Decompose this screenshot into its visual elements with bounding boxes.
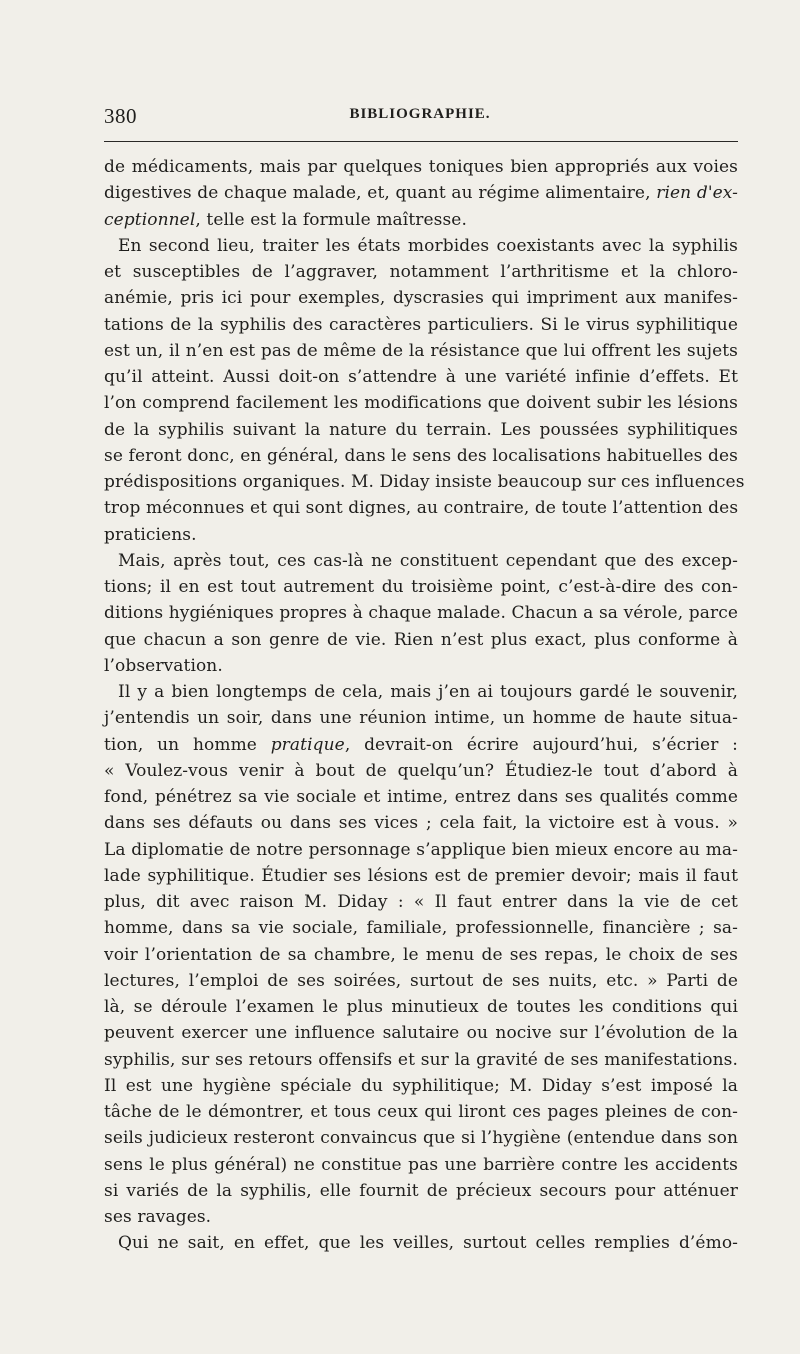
text-line: voir l’orientation de sa chambre, le menu de ses repas, le choix de ses [104,944,738,965]
text-line: l’on comprend facilement les modifications que doivent subir les lésions [104,393,738,414]
text-line: dans ses défauts ou dans ses vices ; cela fait, la victoire est à vous. » [104,813,738,834]
text-line: fond, pénétrez sa vie sociale et intime, entrez dans ses qualités comme [104,787,738,807]
text-line: l’observation. [104,655,223,676]
text-line: de la syphilis suivant la nature du terrain. Les poussées syphilitiques [104,419,738,440]
text-line: lade syphilitique. Étudier ses lésions est de premier devoir; mais il faut [104,865,738,886]
text-line: Mais, après tout, ces cas-là ne constituent cependant que des excep- [118,550,738,571]
text-line: là, se déroule l’examen le plus minutieux de toutes les conditions qui [104,997,738,1017]
text-line: se feront donc, en général, dans le sens des localisations habituelles des [104,445,738,466]
italic-phrase: rien d'ex- [656,183,738,204]
italic-phrase: pratique [270,734,345,755]
body-text [104,154,745,1257]
text-line: que chacun a son genre de vie. Rien n’est plus exact, plus conforme à [104,629,738,650]
text-line: qu’il atteint. Aussi doit-on s’attendre à une variété infinie d’effets. Et [104,367,738,387]
text-line: ses ravages. [104,1207,212,1227]
text-line: homme, dans sa vie sociale, familiale, professionnelle, financière ; sa- [104,918,738,939]
text-line: tions; il en est tout autrement du troisième point, c’est-à-dire des con- [104,577,738,597]
text-line: syphilis, sur ses retours offensifs et sur la gravité de ses manifestations. [104,1049,738,1070]
page-number: 380 [104,104,137,128]
text-line: est un, il n’en est pas de même de la résistance que lui offrent les sujets [104,340,738,361]
text-line: tâche de le démontrer, et tous ceux qui liront ces pages pleines de con- [104,1102,738,1122]
text-line: digestives de chaque malade, et, quant au régime alimentaire, rien d'ex- [104,183,738,204]
text-line: peuvent exercer une influence salutaire ou nocive sur l’évolution de la [104,1023,738,1044]
text-line: ditions hygiéniques propres à chaque malade. Chacun a sa vérole, parce [104,603,738,624]
text-line: Il est une hygiène spéciale du syphilitique; M. Diday s’est imposé la [104,1075,738,1096]
text-line: plus, dit avec raison M. Diday : « Il faut entrer dans la vie de cet [104,892,738,912]
text-line: si variés de la syphilis, elle fournit de précieux secours pour atténuer [104,1180,738,1201]
text-line: tations de la syphilis des caractères particuliers. Si le virus syphilitique [104,314,738,335]
text-line: ceptionnel, telle est la formule maîtresse. [104,209,467,230]
running-head: BIBLIOGRAPHIE. [349,106,491,122]
text-line: Il y a bien longtemps de cela, mais j’en ai toujours gardé le souvenir, [118,682,738,702]
italic-phrase: ceptionnel [104,209,196,230]
text-line: praticiens. [104,524,197,545]
page-header [104,104,736,130]
text-line: La diplomatie de notre personnage s’applique bien mieux encore au ma- [104,839,738,860]
text-line: tion, un homme pratique, devrait-on écrire aujourd’hui, s’écrier : [104,734,738,755]
text-line: trop méconnues et qui sont dignes, au contraire, de toute l’attention des [104,498,739,519]
header-rule [104,141,738,142]
text-line: Qui ne sait, en effet, que les veilles, surtout celles remplies d’émo- [118,1233,738,1254]
text-line: seils judicieux resteront convaincus que si l’hygiène (entendue dans son [104,1128,738,1149]
text-line: En second lieu, traiter les états morbides coexistants avec la syphilis [118,235,738,256]
text-line: lectures, l’emploi de ses soirées, surtout de ses nuits, etc. » Parti de [104,970,738,991]
text-line: et susceptibles de l’aggraver, notamment l’arthritisme et la chloro- [104,262,738,282]
text-line: « Voulez-vous venir à bout de quelqu’un? Étudiez-le tout d’abord à [104,760,738,781]
text-line: de médicaments, mais par quelques toniques bien appropriés aux voies [104,157,738,177]
text-line: j’entendis un soir, dans une réunion intime, un homme de haute situa- [104,708,738,729]
text-line: anémie, pris ici pour exemples, dyscrasies qui impriment aux manifes- [104,288,738,309]
text-line: prédispositions organiques. M. Diday insiste beaucoup sur ces influences [104,472,745,492]
text-line: sens le plus général) ne constitue pas une barrière contre les accidents [104,1154,738,1175]
